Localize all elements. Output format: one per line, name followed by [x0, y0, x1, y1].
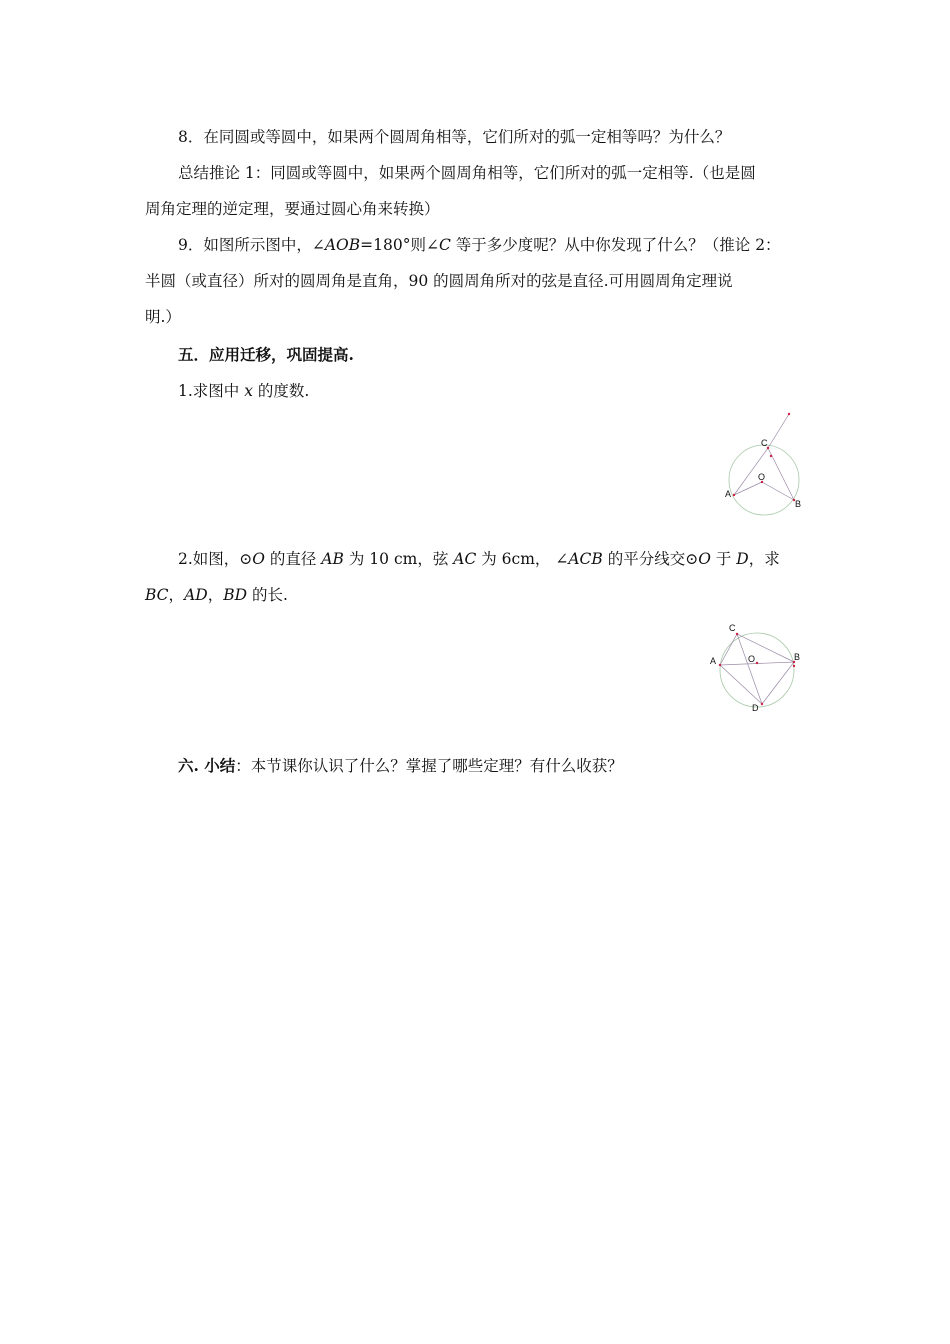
p2-text-e: 的平分线交⊙ — [602, 550, 699, 568]
fig2-point-o — [756, 662, 758, 664]
fig1-point-a — [733, 494, 735, 496]
p2-var-d: D — [736, 550, 749, 568]
fig2-chord-bd — [762, 662, 794, 704]
p1-text-b: 的度数. — [252, 382, 310, 400]
fig1-label-a: A — [725, 489, 732, 499]
fig2-point-c — [736, 633, 738, 635]
fig2-label-b: B — [794, 652, 801, 662]
p2-var-bd: BD — [223, 586, 248, 604]
q9-text-a: 9．如图所示图中，∠ — [178, 236, 325, 254]
question-9-line-2: 半圆（或直径）所对的圆周角是直角，90 的圆周角所对的弦是直径.可用圆周角定理说 — [145, 272, 733, 290]
fig1-radius-oa — [734, 482, 762, 495]
corollary-1-line-2: 周角定理的逆定理，要通过圆心角来转换） — [145, 200, 440, 218]
fig1-label-o: O — [758, 472, 766, 482]
fig2-chord-ad — [720, 665, 762, 704]
q9-angle-c: C — [438, 236, 451, 254]
p2-text-c: 为 10 cm，弦 — [343, 550, 454, 568]
figure-1-inscribed-angle — [710, 405, 820, 520]
figure-2-angle-bisector — [700, 615, 815, 720]
p2-var-o2: O — [698, 550, 711, 568]
corollary-1-line-1: 总结推论 1：同圆或等圆中，如果两个圆周角相等，它们所对的弧一定相等.（也是圆 — [178, 164, 756, 182]
fig2-label-o: O — [748, 654, 756, 664]
problem-2-line-2 — [145, 584, 288, 606]
p2-text-b: 的直径 — [265, 550, 322, 568]
p2-text-d: 为 6cm， ∠ — [476, 550, 569, 568]
question-9-line-1 — [178, 234, 781, 256]
section-5-heading: 五．应用迁移，巩固提高. — [178, 345, 354, 364]
fig1-label-b: B — [795, 499, 802, 509]
fig2-chord-ca — [720, 634, 737, 665]
p2-text-g: ，求 — [748, 550, 780, 568]
p2-var-o1: O — [252, 550, 265, 568]
fig1-label-c: C — [761, 438, 768, 448]
p2-text-a: 2.如图，⊙ — [178, 550, 253, 568]
fig2-label-c: C — [729, 623, 736, 633]
problem-2-line-1 — [178, 548, 780, 570]
p2-var-acb: ACB — [568, 550, 603, 568]
p2-text-h: 的长. — [247, 586, 288, 604]
fig2-point-b2 — [793, 665, 795, 667]
p2-var-ac: AC — [453, 550, 477, 568]
p2-sep-1: ， — [168, 586, 185, 604]
p2-var-bc: BC — [145, 586, 169, 604]
fig1-point-ext — [788, 413, 790, 415]
problem-1 — [178, 380, 309, 402]
fig1-extension-line — [768, 414, 789, 448]
question-8: 8．在同圆或等圆中，如果两个圆周角相等，它们所对的弧一定相等吗？为什么？ — [178, 128, 731, 146]
q9-angle-aob: AOB — [324, 236, 361, 254]
fig2-label-d: D — [752, 703, 759, 713]
fig2-point-d — [761, 703, 763, 705]
fig2-point-a — [719, 664, 721, 666]
p2-text-f: 于 — [710, 550, 737, 568]
p1-text-a: 1.求图中 — [178, 382, 245, 400]
section-6-heading: 六. 小结 — [178, 756, 236, 775]
p2-var-ad: AD — [184, 586, 208, 604]
fig1-point-mark — [770, 455, 772, 457]
p1-var-x: x — [244, 382, 253, 400]
fig2-label-a: A — [710, 656, 717, 666]
q9-text-d: 等于多少度呢？从中你发现了什么？（推论 2： — [450, 236, 781, 254]
question-9-line-3: 明.） — [145, 308, 181, 326]
q9-text-b: =180°则∠ — [360, 236, 439, 254]
section-6-body: ：本节课你认识了什么？掌握了哪些定理？有什么收获？ — [235, 757, 623, 775]
p2-var-ab: AB — [321, 550, 344, 568]
p2-sep-2: ， — [207, 586, 224, 604]
section-6-summary — [178, 755, 623, 777]
